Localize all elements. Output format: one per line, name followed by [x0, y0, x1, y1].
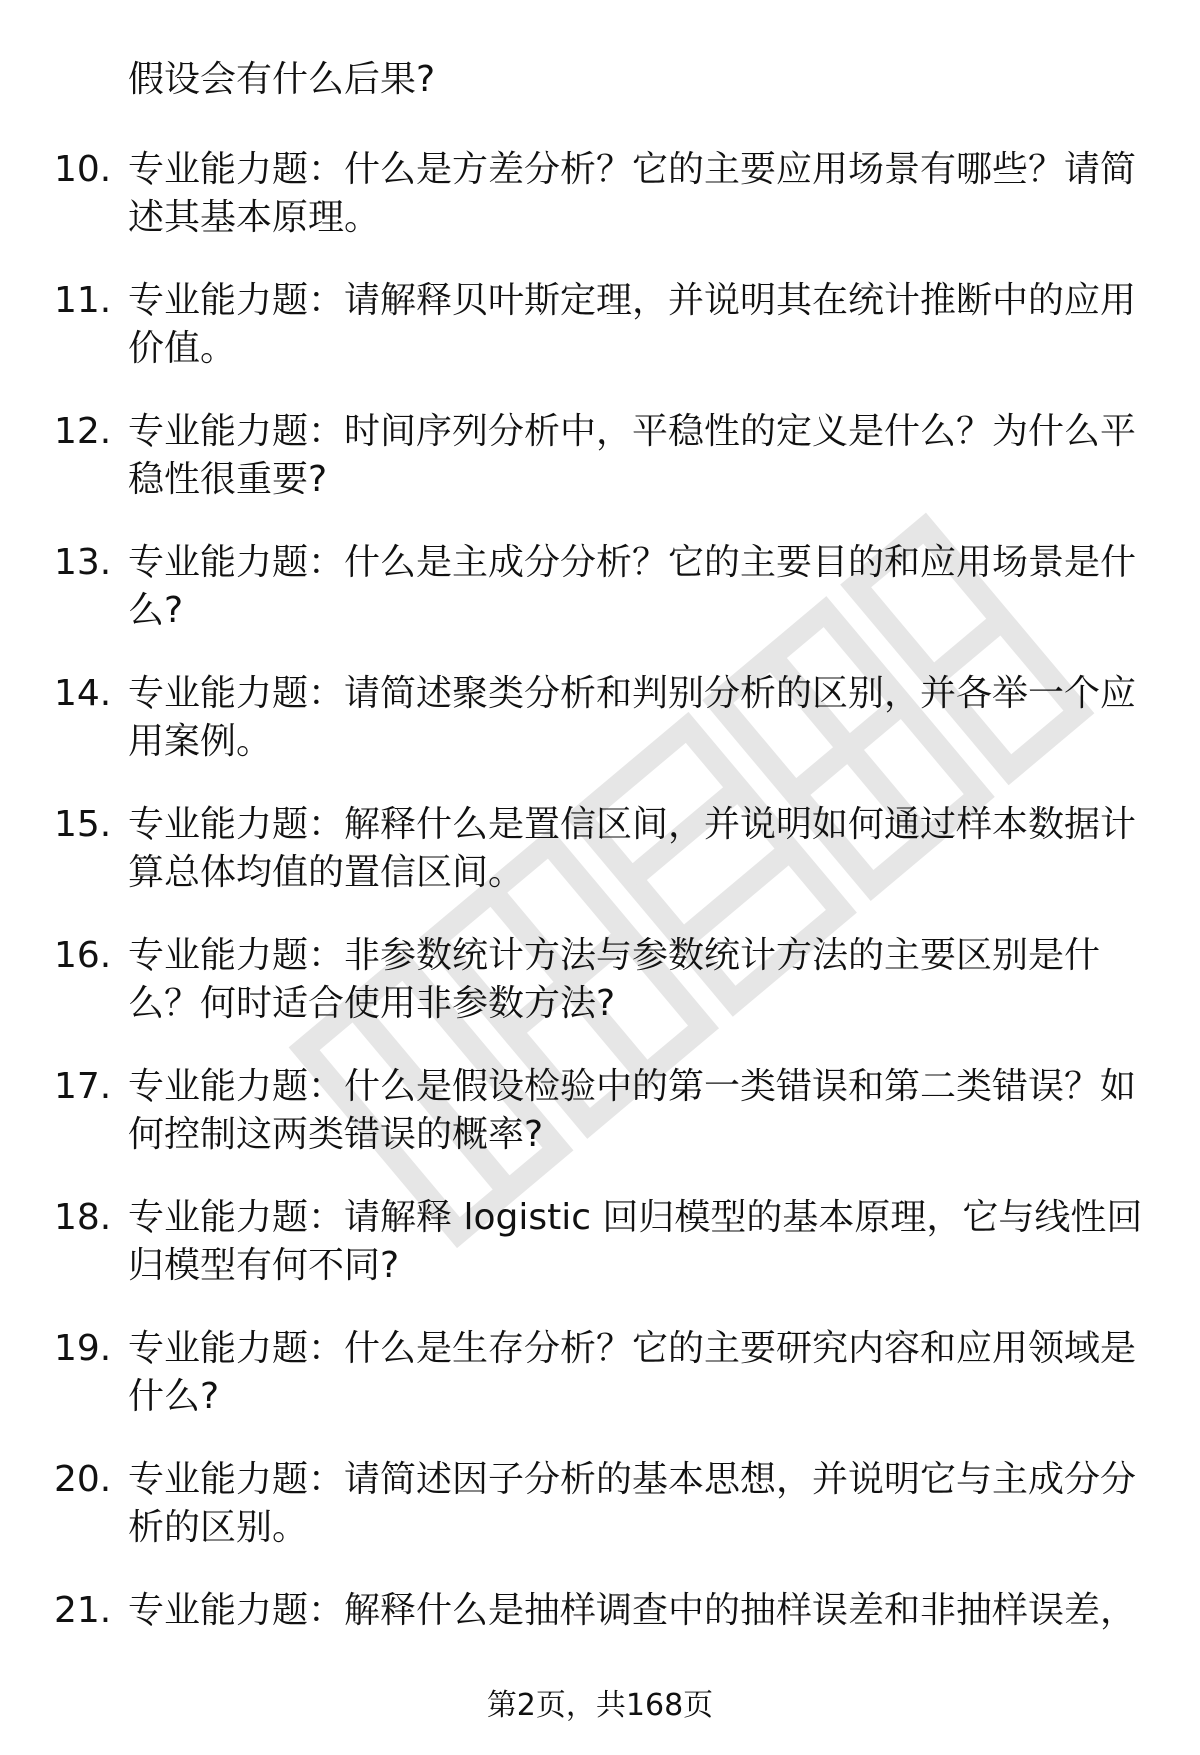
item-text-line1: 专业能力题：请简述因子分析的基本思想，并说明它与主成分分: [128, 1459, 1137, 1500]
item-text-line2: 用案例。: [128, 721, 273, 762]
item-text-line1: 专业能力题：什么是生存分析？它的主要研究内容和应用领域是: [128, 1328, 1137, 1369]
item-text-line1: 专业能力题：解释什么是抽样调查中的抽样误差和非抽样误差，: [128, 1590, 1137, 1631]
item-text-line2: 归模型有何不同?: [128, 1245, 400, 1286]
item-text-line1: 专业能力题：什么是主成分分析？它的主要目的和应用场景是什: [128, 542, 1137, 583]
item-number: 17.: [54, 1066, 112, 1107]
item-text-line2: 什么?: [128, 1376, 220, 1417]
item-number: 19.: [54, 1328, 112, 1369]
continuation-text: 假设会有什么后果?: [128, 59, 436, 100]
item-text-line1: 专业能力题：什么是方差分析？它的主要应用场景有哪些？请简: [128, 149, 1137, 190]
item-text-line1: 专业能力题：什么是假设检验中的第一类错误和第二类错误？如: [128, 1066, 1137, 1107]
item-number: 12.: [54, 411, 112, 452]
item-text-line1: 专业能力题：解释什么是置信区间，并说明如何通过样本数据计: [128, 804, 1137, 845]
item-text-line2: 算总体均值的置信区间。: [128, 852, 525, 893]
item-text-line2: 么？何时适合使用非参数方法?: [128, 983, 616, 1024]
item-text-line2: 么?: [128, 590, 184, 631]
item-text-line2: 析的区别。: [128, 1507, 309, 1548]
item-number: 11.: [54, 280, 112, 321]
item-text-line1: 专业能力题：请解释贝叶斯定理，并说明其在统计推断中的应用: [128, 280, 1137, 321]
item-number: 15.: [54, 804, 112, 845]
item-text-line2: 价值。: [128, 328, 237, 369]
item-number: 21.: [54, 1590, 112, 1631]
item-text-line2: 稳性很重要?: [128, 459, 328, 500]
item-number: 16.: [54, 935, 112, 976]
item-number: 18.: [54, 1197, 112, 1238]
item-number: 20.: [54, 1459, 112, 1500]
item-number: 13.: [54, 542, 112, 583]
page-footer: 第2页，共168页: [486, 1688, 714, 1723]
item-number: 10.: [54, 149, 112, 190]
item-number: 14.: [54, 673, 112, 714]
item-text-line2: 述其基本原理。: [128, 197, 381, 238]
item-text-line1: 专业能力题：请解释 logistic 回归模型的基本原理，它与线性回: [128, 1197, 1143, 1238]
item-text-line1: 专业能力题：时间序列分析中，平稳性的定义是什么？为什么平: [128, 411, 1137, 452]
item-text-line1: 专业能力题：非参数统计方法与参数统计方法的主要区别是什: [128, 935, 1101, 976]
item-text-line2: 何控制这两类错误的概率?: [128, 1114, 544, 1155]
item-text-line1: 专业能力题：请简述聚类分析和判别分析的区别，并各举一个应: [128, 673, 1137, 714]
